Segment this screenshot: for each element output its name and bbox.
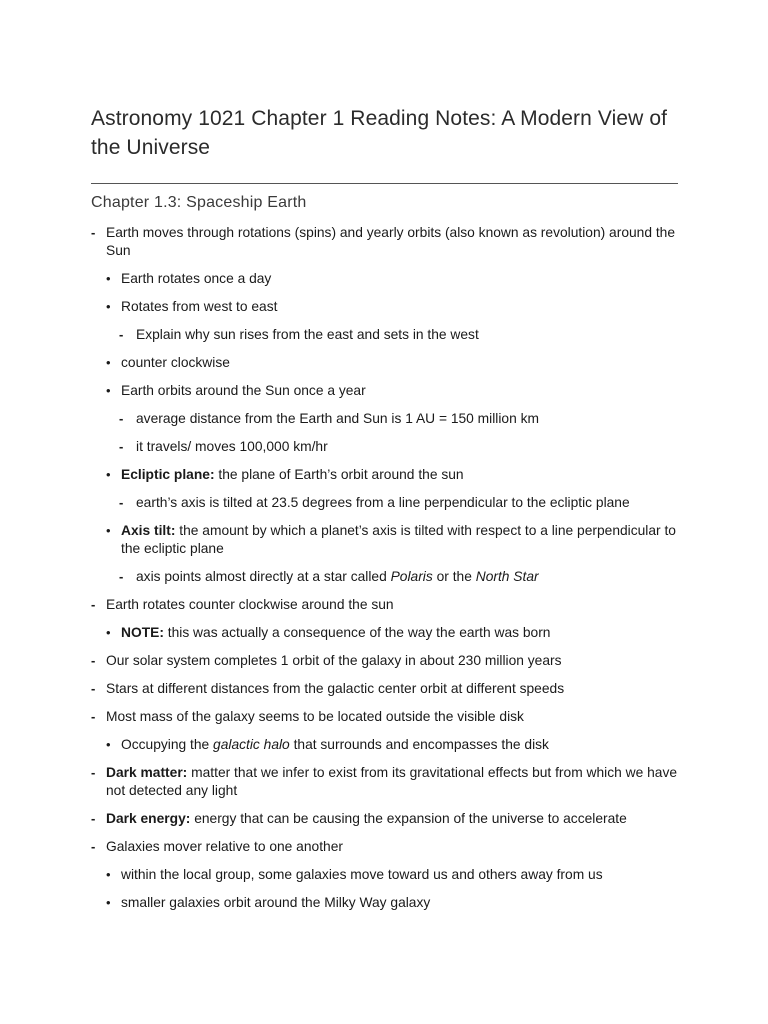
note-item [91,326,678,344]
dash-marker: - [119,569,124,584]
note-item [91,354,678,372]
dash-marker: - [91,597,96,612]
note-text: matter that we infer to exist from its gravitational effects but from which we have not detected any light [106,765,678,798]
note-text: smaller galaxies orbit around the Milky Way galaxy [121,895,431,910]
bullet-marker: • [106,867,111,882]
bullet-marker: • [106,467,111,482]
note-item [91,810,678,828]
emphasis-text: North Star [475,569,539,584]
note-text: that surrounds and encompasses the disk [289,737,549,752]
note-text: Occupying the [121,737,214,752]
dash-marker: - [91,709,96,724]
note-text: Our solar system completes 1 orbit of the galaxy in about 230 million years [106,653,562,668]
note-item [91,466,678,484]
dash-marker: - [91,653,96,668]
dash-marker: - [91,811,96,826]
note-text: it travels/ moves 100,000 km/hr [136,439,328,454]
note-text: or the [432,569,476,584]
emphasis-text: Polaris [390,569,433,584]
note-text: Stars at different distances from the galactic center orbit at different speeds [106,681,565,696]
dash-marker: - [91,225,96,240]
note-item [91,596,678,614]
note-text: the plane of Earth’s orbit around the sun [214,467,464,482]
note-item [91,736,678,754]
term-label: NOTE: [121,625,164,640]
term-label: Dark energy: [106,811,191,826]
bullet-marker: • [106,523,111,538]
dash-marker: - [91,839,96,854]
note-text: Earth rotates once a day [121,271,272,286]
notes-list [91,224,678,912]
note-item [91,568,678,586]
dash-marker: - [91,765,96,780]
bullet-marker: • [106,895,111,910]
term-label: Ecliptic plane: [121,467,215,482]
note-text: this was actually a consequence of the way the earth was born [163,625,551,640]
dash-marker: - [119,439,124,454]
bullet-marker: • [106,383,111,398]
note-item [91,652,678,670]
note-text: Galaxies mover relative to one another [106,839,343,854]
note-item [91,866,678,884]
note-item [91,438,678,456]
bullet-marker: • [106,271,111,286]
note-item [91,224,678,260]
note-text: average distance from the Earth and Sun is 1 AU = 150 million km [136,411,540,426]
note-item [91,410,678,428]
note-item [91,708,678,726]
emphasis-text: galactic halo [213,737,290,752]
title-divider [91,183,678,184]
note-item [91,298,678,316]
note-text: the amount by which a planet’s axis is tilted with respect to a line perpendicular to the ecliptic plane [121,523,676,556]
note-item [91,522,678,558]
note-text: Earth moves through rotations (spins) and yearly orbits (also known as revolution) around the Sun [106,225,676,258]
note-text: Earth rotates counter clockwise around the sun [106,597,394,612]
bullet-marker: • [106,355,111,370]
page-title: Astronomy 1021 Chapter 1 Reading Notes: A Modern View of the Universe [91,107,668,159]
dash-marker: - [119,411,124,426]
bullet-marker: • [106,625,111,640]
dash-marker: - [119,495,124,510]
note-text: earth’s axis is tilted at 23.5 degrees from a line perpendicular to the ecliptic plane [136,495,630,510]
note-text: within the local group, some galaxies move toward us and others away from us [121,867,603,882]
note-text: Most mass of the galaxy seems to be located outside the visible disk [106,709,524,724]
note-text: axis points almost directly at a star called [136,569,391,584]
note-item [91,382,678,400]
section-heading: Chapter 1.3: Spaceship Earth [91,194,307,211]
term-label: Axis tilt: [121,523,176,538]
note-text: Explain why sun rises from the east and sets in the west [136,327,479,342]
note-item [91,894,678,912]
note-text: Rotates from west to east [121,299,278,314]
note-item [91,624,678,642]
dash-marker: - [91,681,96,696]
note-text: counter clockwise [121,355,230,370]
note-text: Earth orbits around the Sun once a year [121,383,366,398]
note-item [91,494,678,512]
note-item [91,270,678,288]
term-label: Dark matter: [106,765,188,780]
dash-marker: - [119,327,124,342]
bullet-marker: • [106,299,111,314]
note-item [91,764,678,800]
note-text: energy that can be causing the expansion of the universe to accelerate [190,811,627,826]
bullet-marker: • [106,737,111,752]
note-item [91,838,678,856]
note-item [91,680,678,698]
